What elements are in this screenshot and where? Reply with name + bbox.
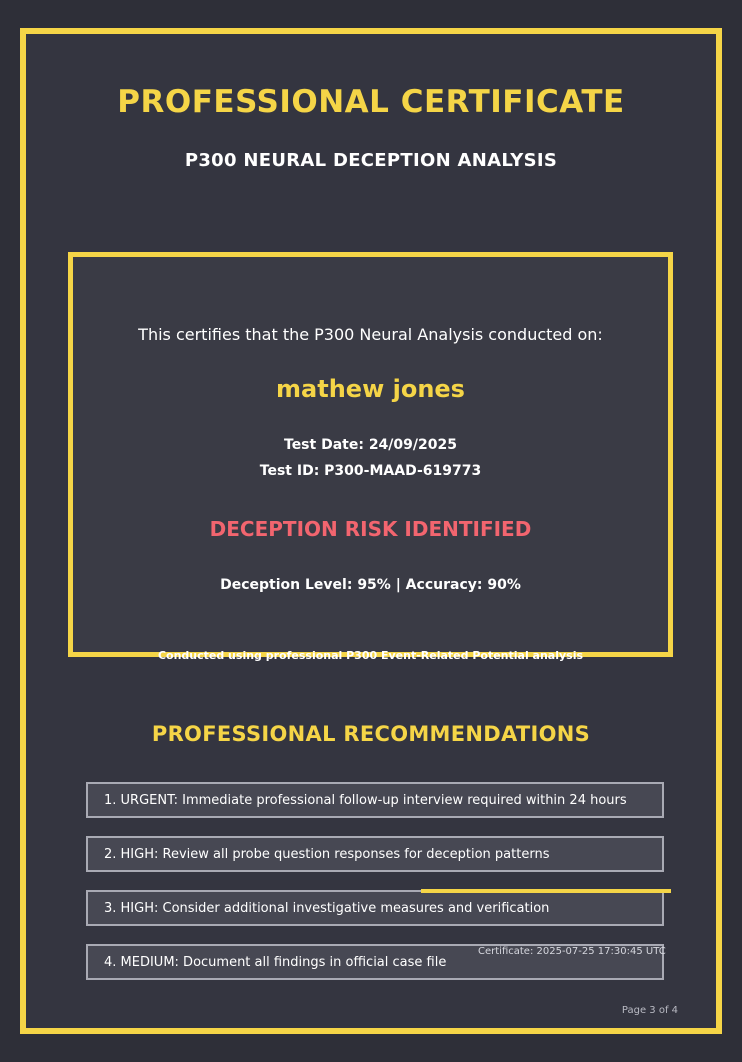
deception-risk-banner: DECEPTION RISK IDENTIFIED (209, 517, 532, 541)
accent-divider (421, 889, 671, 893)
page-title: PROFESSIONAL CERTIFICATE (117, 84, 625, 120)
deception-accuracy-levels: Deception Level: 95% | Accuracy: 90% (220, 577, 521, 593)
certificate-details-box (68, 252, 673, 662)
page-subtitle: P300 NEURAL DECEPTION ANALYSIS (184, 150, 558, 171)
list-item: 1. URGENT: Immediate professional follow-up interview required within 24 hours (86, 782, 664, 818)
page-number: Page 3 of 4 (621, 1005, 678, 1016)
certifies-statement: This certifies that the P300 Neural Analysis conducted on: (138, 325, 603, 344)
certificate-timestamp: Certificate: 2025-07-25 17:30:45 UTC (478, 946, 666, 957)
analysis-method-note: Conducted using professional P300 Event-Related Potential analysis (157, 649, 584, 662)
test-date: Test Date: 24/09/2025 (284, 437, 457, 453)
list-item: 4. MEDIUM: Document all findings in official case file (86, 944, 664, 980)
test-id: Test ID: P300-MAAD-619773 (259, 463, 482, 479)
subject-name: mathew jones (276, 375, 465, 403)
recommendations-heading: PROFESSIONAL RECOMMENDATIONS (151, 722, 591, 746)
list-item: 3. HIGH: Consider additional investigative measures and verification (86, 890, 664, 926)
list-item: 2. HIGH: Review all probe question responses for deception patterns (86, 836, 664, 872)
certificate-outer-frame (20, 28, 722, 1034)
